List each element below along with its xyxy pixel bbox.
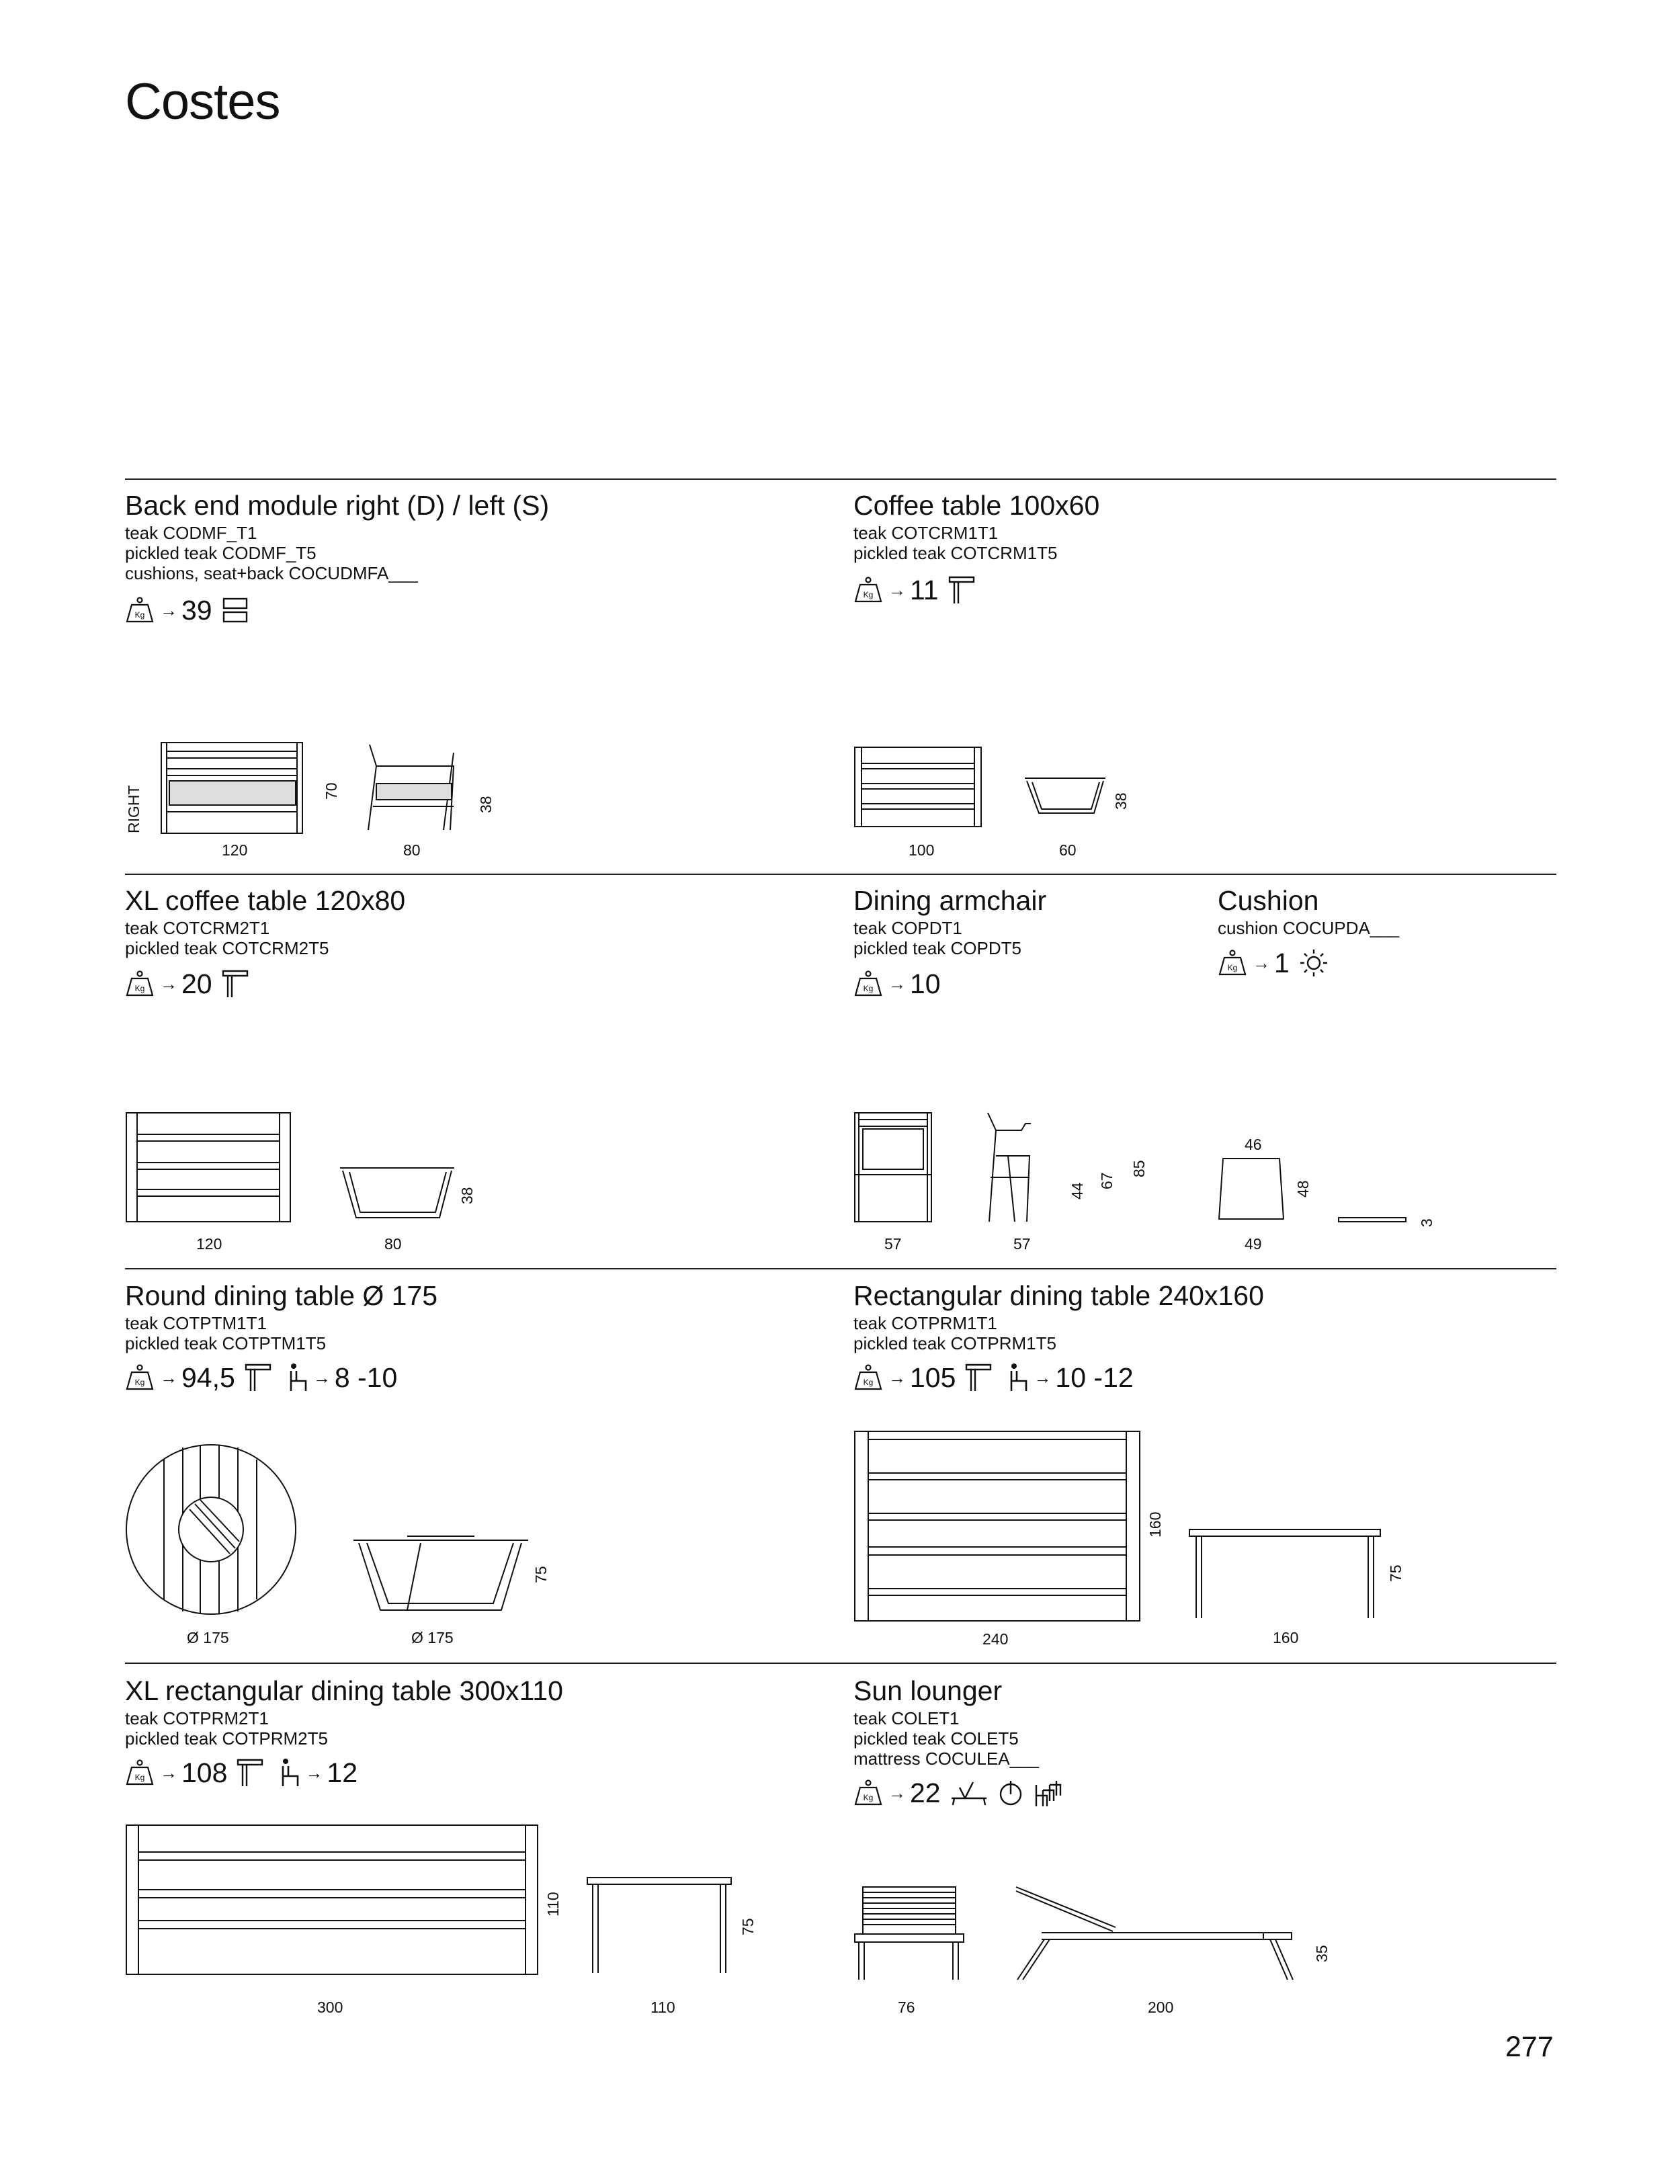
weight-value: 20 xyxy=(181,968,212,999)
code-line: teak COPDT1 xyxy=(853,918,962,938)
rectangular-table-drawing xyxy=(853,1429,1391,1624)
weight-value: 105 xyxy=(910,1361,956,1393)
code-line: pickled teak CODMF_T5 xyxy=(125,543,317,563)
seats-icon xyxy=(280,1758,302,1788)
code-line: teak COLET1 xyxy=(853,1708,960,1728)
weight-value: 10 xyxy=(910,968,941,999)
code-line: teak COTPRM2T1 xyxy=(125,1708,269,1728)
code-line: teak COTPTM1T1 xyxy=(125,1313,267,1333)
xl-coffee-table-drawing xyxy=(125,1110,474,1224)
brand-title: Costes xyxy=(125,73,280,130)
dim-width: 240 xyxy=(982,1630,1009,1648)
product-codes xyxy=(125,918,329,958)
weight-row xyxy=(1218,944,1329,982)
dim-side-depth: 110 xyxy=(650,1999,675,2016)
product-codes xyxy=(1218,918,1399,938)
modular-icon xyxy=(222,597,249,624)
weight-row xyxy=(125,591,249,629)
dim-height: 85 xyxy=(1130,1160,1148,1177)
code-line: mattress COCULEA___ xyxy=(853,1749,1039,1769)
dim-height: 75 xyxy=(532,1566,550,1583)
code-line: pickled teak COLET5 xyxy=(853,1728,1019,1749)
dim-height: 70 xyxy=(323,782,340,800)
weight-value: 108 xyxy=(181,1757,228,1788)
table-icon xyxy=(222,969,249,999)
weight-kg-icon xyxy=(1218,950,1247,976)
divider xyxy=(125,874,1556,875)
weight-row xyxy=(853,1774,1066,1812)
weight-kg-icon xyxy=(853,1779,883,1806)
dim-length: 200 xyxy=(1148,1999,1174,2016)
code-line: pickled teak COTPTM1T5 xyxy=(125,1333,327,1353)
weight-kg-icon xyxy=(125,1364,155,1391)
code-line: pickled teak COTCRM1T5 xyxy=(853,543,1058,563)
code-line: teak COTCRM1T1 xyxy=(853,523,999,543)
code-line: cushion COCUPDA___ xyxy=(1218,918,1400,938)
dim-side: 48 xyxy=(1294,1180,1312,1198)
seats-value: 12 xyxy=(327,1757,358,1788)
module-drawing xyxy=(155,739,470,833)
dim-height: 38 xyxy=(458,1187,476,1204)
product-codes xyxy=(853,1708,1039,1769)
weight-row xyxy=(125,1359,407,1396)
dim-depth: 57 xyxy=(1013,1235,1031,1253)
weight-row xyxy=(853,1359,1143,1396)
table-icon xyxy=(237,1758,263,1788)
arrow: → xyxy=(160,973,177,994)
dim-width: 100 xyxy=(909,841,935,859)
arrow: → xyxy=(312,1367,331,1388)
product-codes xyxy=(853,1313,1056,1353)
dim-top: 46 xyxy=(1245,1136,1262,1153)
dim-thickness: 3 xyxy=(1418,1218,1435,1227)
weight-kg-icon xyxy=(853,577,883,603)
weight-row xyxy=(125,1754,367,1792)
arrow: → xyxy=(888,1782,906,1803)
dim-bottom: 49 xyxy=(1245,1235,1262,1253)
dim-width: 57 xyxy=(884,1235,902,1253)
page-number: 277 xyxy=(1505,2031,1554,2063)
arrow: → xyxy=(1253,952,1270,973)
weight-kg-icon xyxy=(853,1364,883,1391)
arrow: → xyxy=(160,1367,177,1388)
weight-value: 94,5 xyxy=(181,1361,235,1393)
product-title: Rectangular dining table 240x160 xyxy=(853,1280,1264,1311)
seats-icon xyxy=(288,1363,310,1392)
code-line: pickled teak COTPRM1T5 xyxy=(853,1333,1056,1353)
weight-value: 1 xyxy=(1274,947,1290,978)
dim-width: 120 xyxy=(222,841,248,859)
weight-row xyxy=(853,965,950,1003)
arrow: → xyxy=(305,1762,323,1783)
cushion-drawing xyxy=(1218,1154,1419,1228)
dim-depth: 60 xyxy=(1059,841,1077,859)
armchair-drawing xyxy=(853,1110,1149,1224)
code-line: pickled teak COTCRM2T5 xyxy=(125,938,329,958)
stackable-icon xyxy=(1034,1778,1066,1808)
product-codes xyxy=(125,1708,328,1749)
seats-value: 8 -10 xyxy=(334,1361,398,1393)
seats-value: 10 -12 xyxy=(1055,1361,1134,1393)
product-title: Sun lounger xyxy=(853,1675,1003,1706)
dim-seat-height: 38 xyxy=(477,796,495,813)
dim-elevation-diameter: Ø 175 xyxy=(411,1629,454,1646)
dim-height: 35 xyxy=(1313,1945,1331,1962)
weight-value: 22 xyxy=(910,1777,941,1808)
product-codes xyxy=(853,918,1021,958)
round-table-drawing xyxy=(125,1430,542,1632)
dim-side-depth: 160 xyxy=(1273,1629,1299,1646)
code-line: pickled teak COTPRM2T5 xyxy=(125,1728,328,1749)
dim-height: 75 xyxy=(1387,1564,1404,1582)
side-label: RIGHT xyxy=(125,785,142,833)
arrow: → xyxy=(888,1367,906,1388)
dim-plan-diameter: Ø 175 xyxy=(187,1629,229,1646)
arrow: → xyxy=(160,599,177,620)
arrow: → xyxy=(1034,1367,1052,1388)
xl-rectangular-table-drawing xyxy=(125,1822,750,1984)
weight-kg-icon xyxy=(853,970,883,997)
arrow: → xyxy=(160,1762,177,1783)
product-title: Round dining table Ø 175 xyxy=(125,1280,438,1311)
sun-lounger-drawing xyxy=(853,1882,1324,1982)
table-icon xyxy=(245,1363,271,1392)
weight-row xyxy=(125,965,249,1003)
dim-height: 75 xyxy=(739,1918,757,1935)
product-title: XL rectangular dining table 300x110 xyxy=(125,1675,563,1706)
dim-depth: 80 xyxy=(403,841,421,859)
product-title: XL coffee table 120x80 xyxy=(125,885,406,916)
weight-kg-icon xyxy=(125,970,155,997)
code-line: teak CODMF_T1 xyxy=(125,523,257,543)
dim-depth: 110 xyxy=(544,1892,562,1917)
coffee-table-drawing xyxy=(853,745,1136,829)
dim-width: 300 xyxy=(317,1999,343,2016)
product-title: Cushion xyxy=(1218,885,1319,916)
weight-kg-icon xyxy=(125,1759,155,1786)
seats-icon xyxy=(1008,1363,1031,1392)
dim-height: 38 xyxy=(1112,792,1130,810)
dim-depth: 160 xyxy=(1146,1511,1164,1538)
code-line: pickled teak COPDT5 xyxy=(853,938,1021,958)
dim-depth: 80 xyxy=(384,1235,402,1253)
dim-seat-height: 44 xyxy=(1068,1182,1086,1200)
divider xyxy=(125,1268,1556,1269)
table-icon xyxy=(948,575,975,605)
product-title: Back end module right (D) / left (S) xyxy=(125,490,550,521)
product-title: Dining armchair xyxy=(853,885,1047,916)
table-icon xyxy=(965,1363,992,1392)
wheels-icon xyxy=(997,1778,1024,1808)
arrow: → xyxy=(888,579,906,600)
product-title: Coffee table 100x60 xyxy=(853,490,1100,521)
product-codes xyxy=(125,523,418,583)
product-codes xyxy=(853,523,1057,563)
code-line: cushions, seat+back COCUDMFA___ xyxy=(125,563,418,583)
divider xyxy=(125,478,1556,480)
code-line: teak COTCRM2T1 xyxy=(125,918,270,938)
weight-value: 39 xyxy=(181,594,212,626)
divider xyxy=(125,1663,1556,1664)
arrow: → xyxy=(888,973,906,994)
product-codes xyxy=(125,1313,326,1353)
reclining-icon xyxy=(950,1778,988,1808)
dim-width: 76 xyxy=(898,1999,915,2016)
dim-arm-height: 67 xyxy=(1098,1172,1116,1189)
weight-row xyxy=(853,571,975,609)
code-line: teak COTPRM1T1 xyxy=(853,1313,997,1333)
weight-kg-icon xyxy=(125,597,155,624)
dim-width: 120 xyxy=(196,1235,222,1253)
outdoor-sun-icon xyxy=(1299,948,1329,978)
weight-value: 11 xyxy=(910,574,939,605)
